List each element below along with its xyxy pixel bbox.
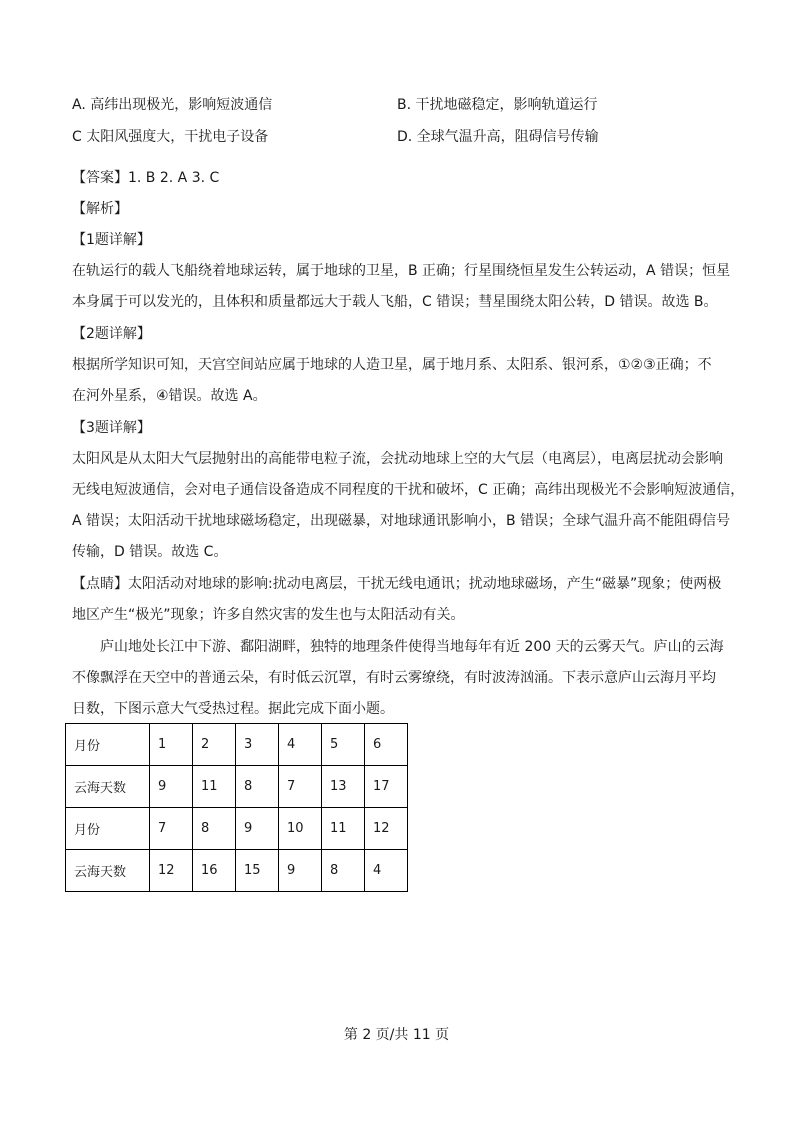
option-b: B. 干扰地磁稳定，影响轨道运行 [397,97,598,113]
answer-tag: 【答案】 [72,170,128,186]
table-cell: 云海天数 [66,766,150,808]
option-c: C 太阳风强度大，干扰电子设备 [72,129,269,145]
table-cell: 6 [365,724,408,766]
q3-line-2: 无线电短波通信，会对电子通信设备造成不同程度的干扰和破坏，C 正确；高纬出现极光不会影响短波通信， [72,482,745,498]
tip-tag: 【点睛】 [72,576,128,592]
option-d: D. 全球气温升高，阻碍信号传输 [397,129,599,145]
q1-line-2: 本身属于可以发光的，且体积和质量都远大于载人飞船，C 错误；彗星围绕太阳公转，D 错误。故选 B。 [72,294,718,310]
table-cell: 8 [193,808,236,850]
table-cell: 9 [236,808,279,850]
cloud-sea-table [65,723,408,892]
table-cell: 月份 [66,808,150,850]
table-cell: 5 [322,724,365,766]
q2-tag: 【2题详解】 [72,326,151,342]
table-cell: 10 [279,808,322,850]
table-cell: 11 [193,766,236,808]
table-cell: 7 [150,808,193,850]
table-cell: 9 [279,850,322,892]
q2-line-2: 在河外星系，④错误。故选 A。 [72,388,267,404]
tip-text-1: 太阳活动对地球的影响:扰动电离层，干扰无线电通讯；扰动地球磁场，产生“磁暴”现象；使两极 [128,576,722,592]
table-row [66,850,408,892]
table-row [66,808,408,850]
table-cell: 云海天数 [66,850,150,892]
table-cell: 12 [150,850,193,892]
tip-line-1 [72,574,721,594]
q3-tag: 【3题详解】 [72,420,151,436]
table-cell: 7 [279,766,322,808]
table-cell: 4 [279,724,322,766]
option-a: A. 高纬出现极光，影响短波通信 [72,97,273,113]
table-row [66,766,408,808]
table-cell: 13 [322,766,365,808]
answer-text: 1. B 2. A 3. C [128,170,220,186]
analysis-tag: 【解析】 [72,201,128,217]
passage-line-3: 日数，下图示意大气受热过程。据此完成下面小题。 [72,701,394,717]
table-cell: 15 [236,850,279,892]
q3-line-4: 传输，D 错误。故选 C。 [72,544,228,560]
table-cell: 11 [322,808,365,850]
table-cell: 17 [365,766,408,808]
q1-line-1: 在轨运行的载人飞船绕着地球运转，属于地球的卫星，B 正确；行星围绕恒星发生公转运动，A 错误；恒星 [72,263,731,279]
q3-line-1: 太阳风是从太阳大气层抛射出的高能带电粒子流，会扰动地球上空的大气层（电离层），电离层扰动会影响 [72,451,723,467]
q2-line-1: 根据所学知识可知，天宫空间站应属于地球的人造卫星，属于地月系、太阳系、银河系，①②③正确；不 [72,357,712,373]
tip-line-2: 地区产生“极光”现象；许多自然灾害的发生也与太阳活动有关。 [72,607,465,623]
table-cell: 12 [365,808,408,850]
passage-line-2: 不像飘浮在天空中的普通云朵，有时低云沉罩，有时云雾缭绕，有时波涛汹涌。下表示意庐山云海月平均 [72,670,716,686]
table-cell: 9 [150,766,193,808]
page-footer: 第 2 页/共 11 页 [343,1027,450,1043]
table-cell: 8 [322,850,365,892]
table-cell: 3 [236,724,279,766]
q1-tag: 【1题详解】 [72,232,151,248]
table-cell: 月份 [66,724,150,766]
table-cell: 8 [236,766,279,808]
answer-line [72,168,219,188]
table-cell: 2 [193,724,236,766]
table-row [66,724,408,766]
q3-line-3: A 错误；太阳活动干扰地球磁场稳定，出现磁暴，对地球通讯影响小，B 错误；全球气温升高不能阻碍信号 [72,513,731,529]
passage-line-1: 庐山地处长江中下游、鄱阳湖畔，独特的地理条件使得当地每年有近 200 天的云雾天气。庐山的云海 [72,639,724,655]
table-cell: 16 [193,850,236,892]
table-cell: 4 [365,850,408,892]
table-cell: 1 [150,724,193,766]
